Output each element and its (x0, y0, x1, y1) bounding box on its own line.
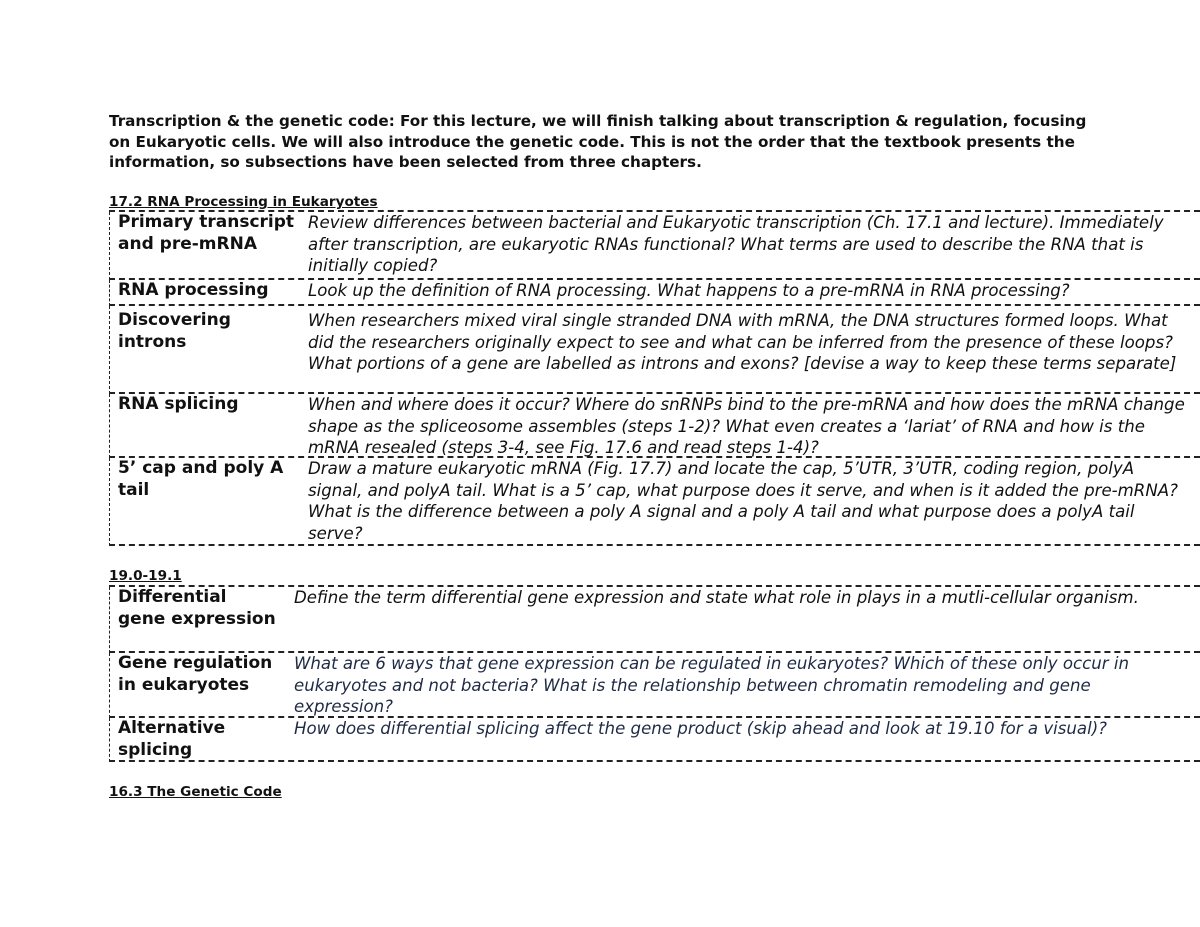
section-heading-genetic-code: 16.3 The Genetic Code (109, 784, 282, 800)
intro-paragraph: Transcription & the genetic code: For this lecture, we will finish talking about transcription & regulation, focusing on Eukaryotic cells. We will also introduce the genetic code. This is not the order that the textbook presents the information, so subsections have been selected from three chapters. (109, 112, 1087, 171)
question-cell: When researchers mixed viral single stranded DNA with mRNA, the DNA structures formed loops. What did the researchers originally expect to see and what can be inferred from the presence of these loops? What portions of a gene are labelled as introns and exons? [devise a way to keep these terms separate] (308, 311, 1177, 373)
term-cell: Gene regulation in eukaryotes (118, 653, 273, 695)
rna-processing-table (109, 210, 1200, 546)
section-heading-gene-expression: 19.0-19.1 (109, 568, 182, 584)
term-cell: Discovering introns (118, 310, 231, 352)
table-row (109, 587, 1200, 653)
question-cell: How does differential splicing affect the gene product (skip ahead and look at 19.10 for a visual)? (294, 719, 1107, 738)
question-cell: Draw a mature eukaryotic mRNA (Fig. 17.7) and locate the cap, 5’UTR, 3’UTR, coding region, polyA signal, and polyA tail. What is a 5’ cap, what purpose does it serve, and when is it added the pre-mRNA? What is the difference between a poly A signal and a poly A tail and what purpose does a polyA tail serve? (308, 459, 1178, 543)
section-heading-rna-processing: 17.2 RNA Processing in Eukaryotes (109, 194, 378, 210)
term-cell: RNA processing (118, 280, 269, 300)
term-cell: Alternative splicing (118, 718, 226, 760)
gene-expression-table (109, 585, 1200, 762)
table-row (109, 394, 1200, 458)
question-cell: Review differences between bacterial and Eukaryotic transcription (Ch. 17.1 and lecture). Immediately after transcription, are eukaryotic RNAs functional? What terms are used to describe the RNA that is initially copied? (308, 213, 1164, 275)
question-cell: Look up the definition of RNA processing. What happens to a pre-mRNA in RNA processing? (308, 281, 1070, 300)
table-row (109, 458, 1200, 546)
table-row (109, 718, 1200, 762)
term-cell: 5’ cap and poly A tail (118, 458, 284, 500)
term-cell: Differential gene expression (118, 587, 276, 629)
term-cell: RNA splicing (118, 394, 239, 414)
table-row (109, 653, 1200, 718)
table-row (109, 212, 1200, 280)
question-cell: When and where does it occur? Where do snRNPs bind to the pre-mRNA and how does the mRNA change shape as the spliceosome assembles (steps 1-2)? What even creates a ‘lariat’ of RNA and how is the mRNA resealed (steps 3-4, see Fig. 17.6 and read steps 1-4)? (308, 395, 1185, 457)
table-row (109, 306, 1200, 394)
question-cell: Define the term differential gene expression and state what role in plays in a mutli-cellular organism. (294, 588, 1139, 607)
term-cell: Primary transcript and pre-mRNA (118, 212, 295, 254)
question-cell: What are 6 ways that gene expression can be regulated in eukaryotes? Which of these only occur in eukaryotes and not bacteria? What is the relationship between chromatin remodeling and gene expression? (294, 654, 1130, 716)
table-row (109, 280, 1200, 306)
